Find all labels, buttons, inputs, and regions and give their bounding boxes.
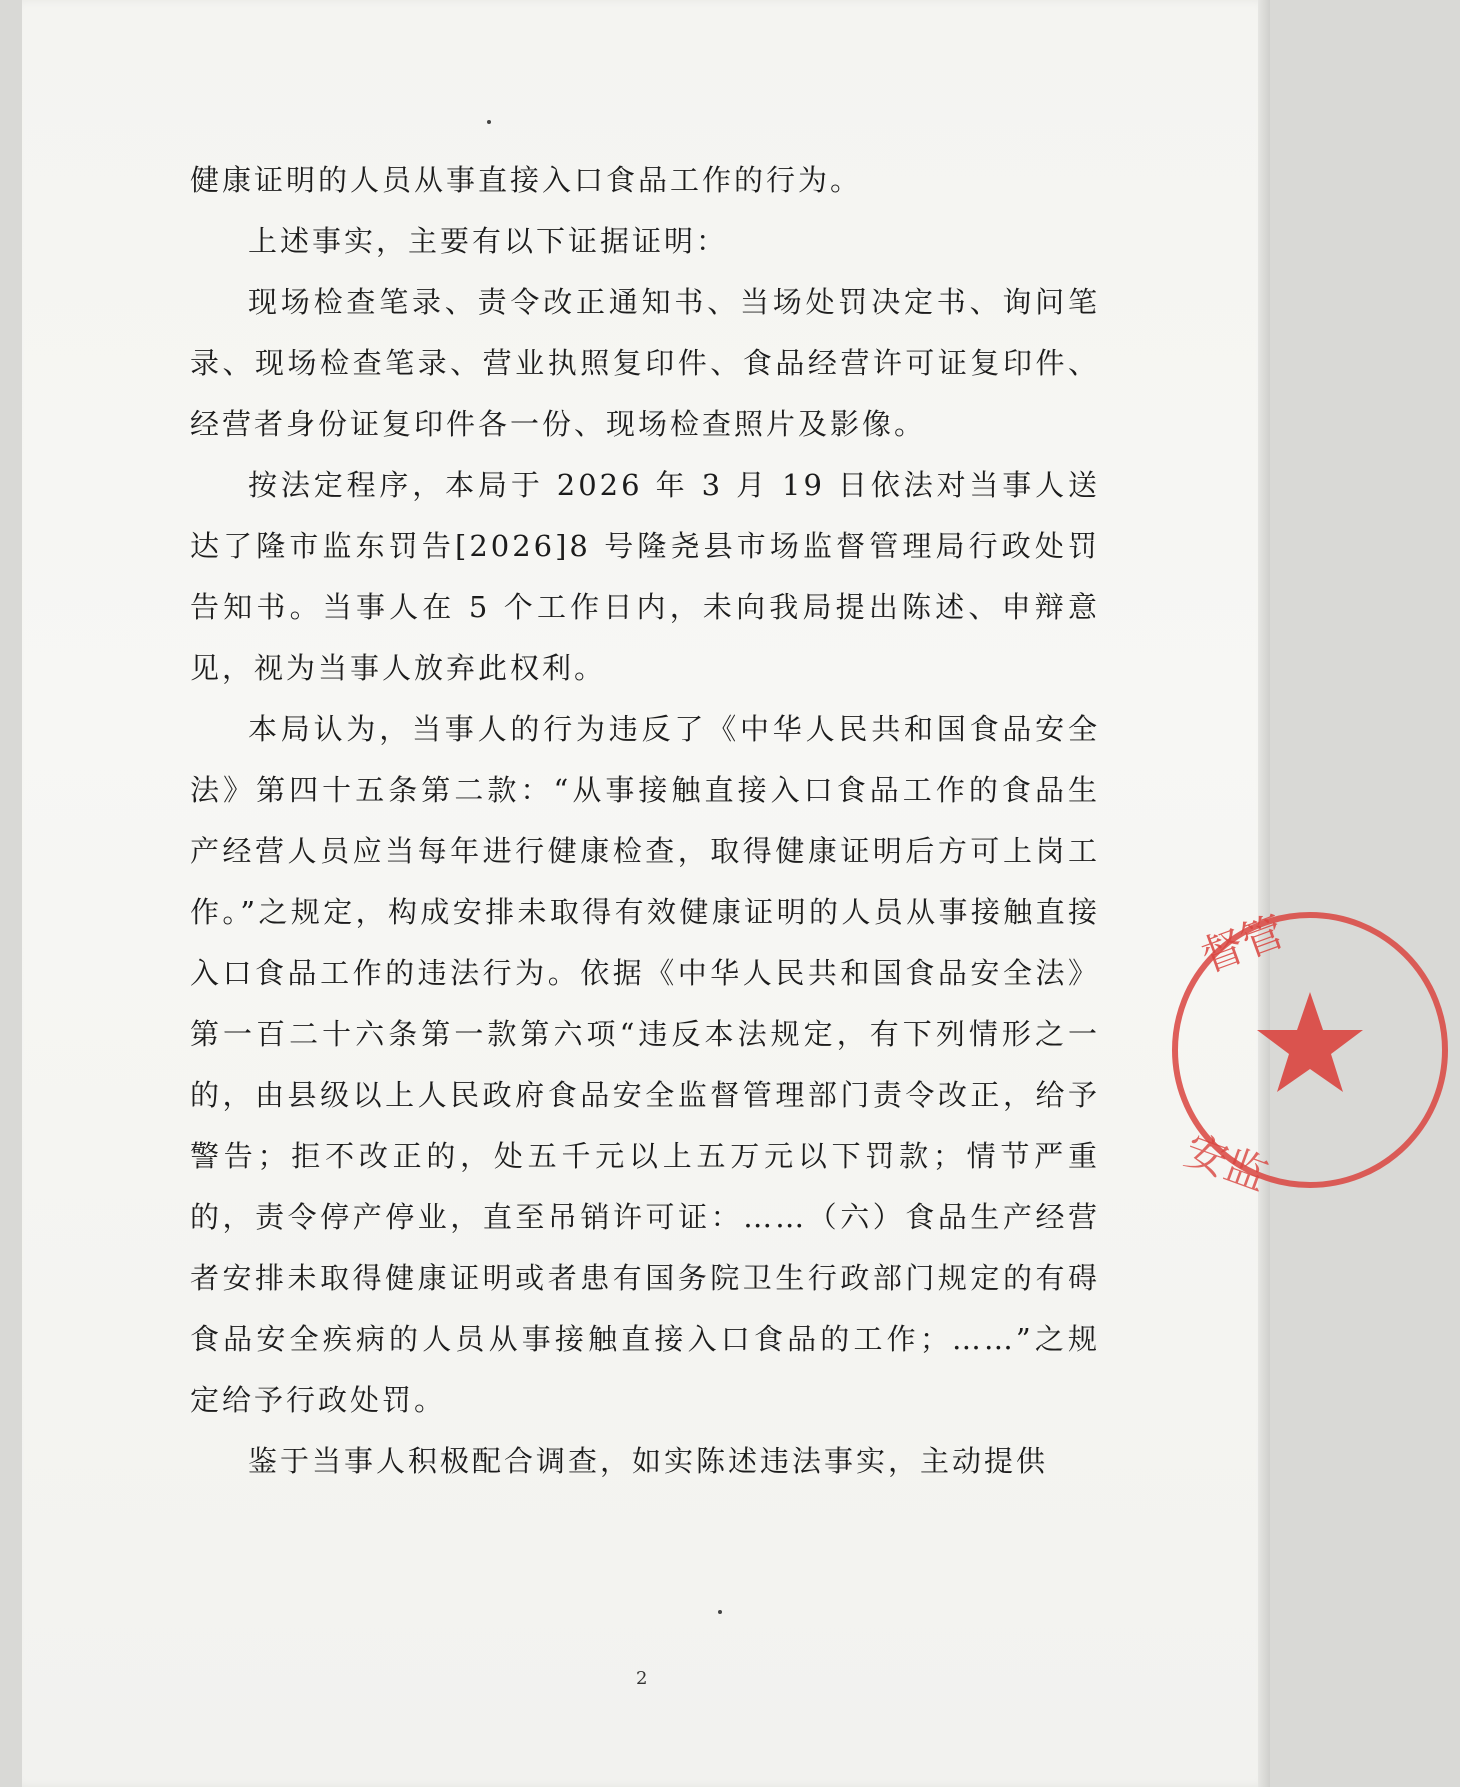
paragraph-legal-basis: 本局认为，当事人的行为违反了《中华人民共和国食品安全法》第四十五条第二款：“从事接触直接入口食品工作的食品生产经营人员应当每年进行健康检查，取得健康证明后方可上岗工作。”之规定，构成安排未取得有效健康证明的人员从事接触直接入口食品工作的违法行为。依据《中华人民共和国食品安全法》第一百二十六条第一款第六项“违反本法规定，有下列情形之一的，由县级以上人民政府食品安全监督管理部门责令改正，给予警告；拒不改正的，处五千元以上五万元以下罚款；情节严重的，责令停产停业，直至吊销许可证：……（六）食品生产经营者安排未取得健康证明或者患有国务院卫生行政部门规定的有碍食品安全疾病的人员从事接触直接入口食品的工作；……”之规定给予行政处罚。 (190, 712, 1100, 1417)
seal-text-top: 督管 (1194, 906, 1291, 982)
seal-text-bottom: 安监 (1178, 1125, 1275, 1201)
page-edge-shadow (1258, 0, 1270, 1787)
seal-star-icon (1257, 992, 1363, 1092)
print-speck (487, 120, 491, 124)
paragraph-procedure: 按法定程序，本局于 2026 年 3 月 19 日依法对当事人送达了隆市监东罚告[2026]8 号隆尧县市场监督管理局行政处罚告知书。当事人在 5 个工作日内，未向我局提出陈述、申辩意见，视为当事人放弃此权利。 (190, 468, 1100, 685)
print-speck (718, 1610, 722, 1614)
paragraph-evidence-list: 现场检查笔录、责令改正通知书、当场处罚决定书、询问笔录、现场检查笔录、营业执照复印件、食品经营许可证复印件、经营者身份证复印件各一份、现场检查照片及影像。 (190, 285, 1100, 441)
paragraph-mitigation: 鉴于当事人积极配合调查，如实陈述违法事实，主动提供 (248, 1444, 1049, 1478)
official-seal-stamp (1160, 900, 1460, 1200)
paragraph-evidence-intro: 上述事实，主要有以下证据证明： (248, 224, 729, 258)
document-body (190, 150, 1100, 1492)
paragraph-continuation: 健康证明的人员从事直接入口食品工作的行为。 (190, 163, 863, 197)
page-number: 2 (636, 1668, 648, 1689)
